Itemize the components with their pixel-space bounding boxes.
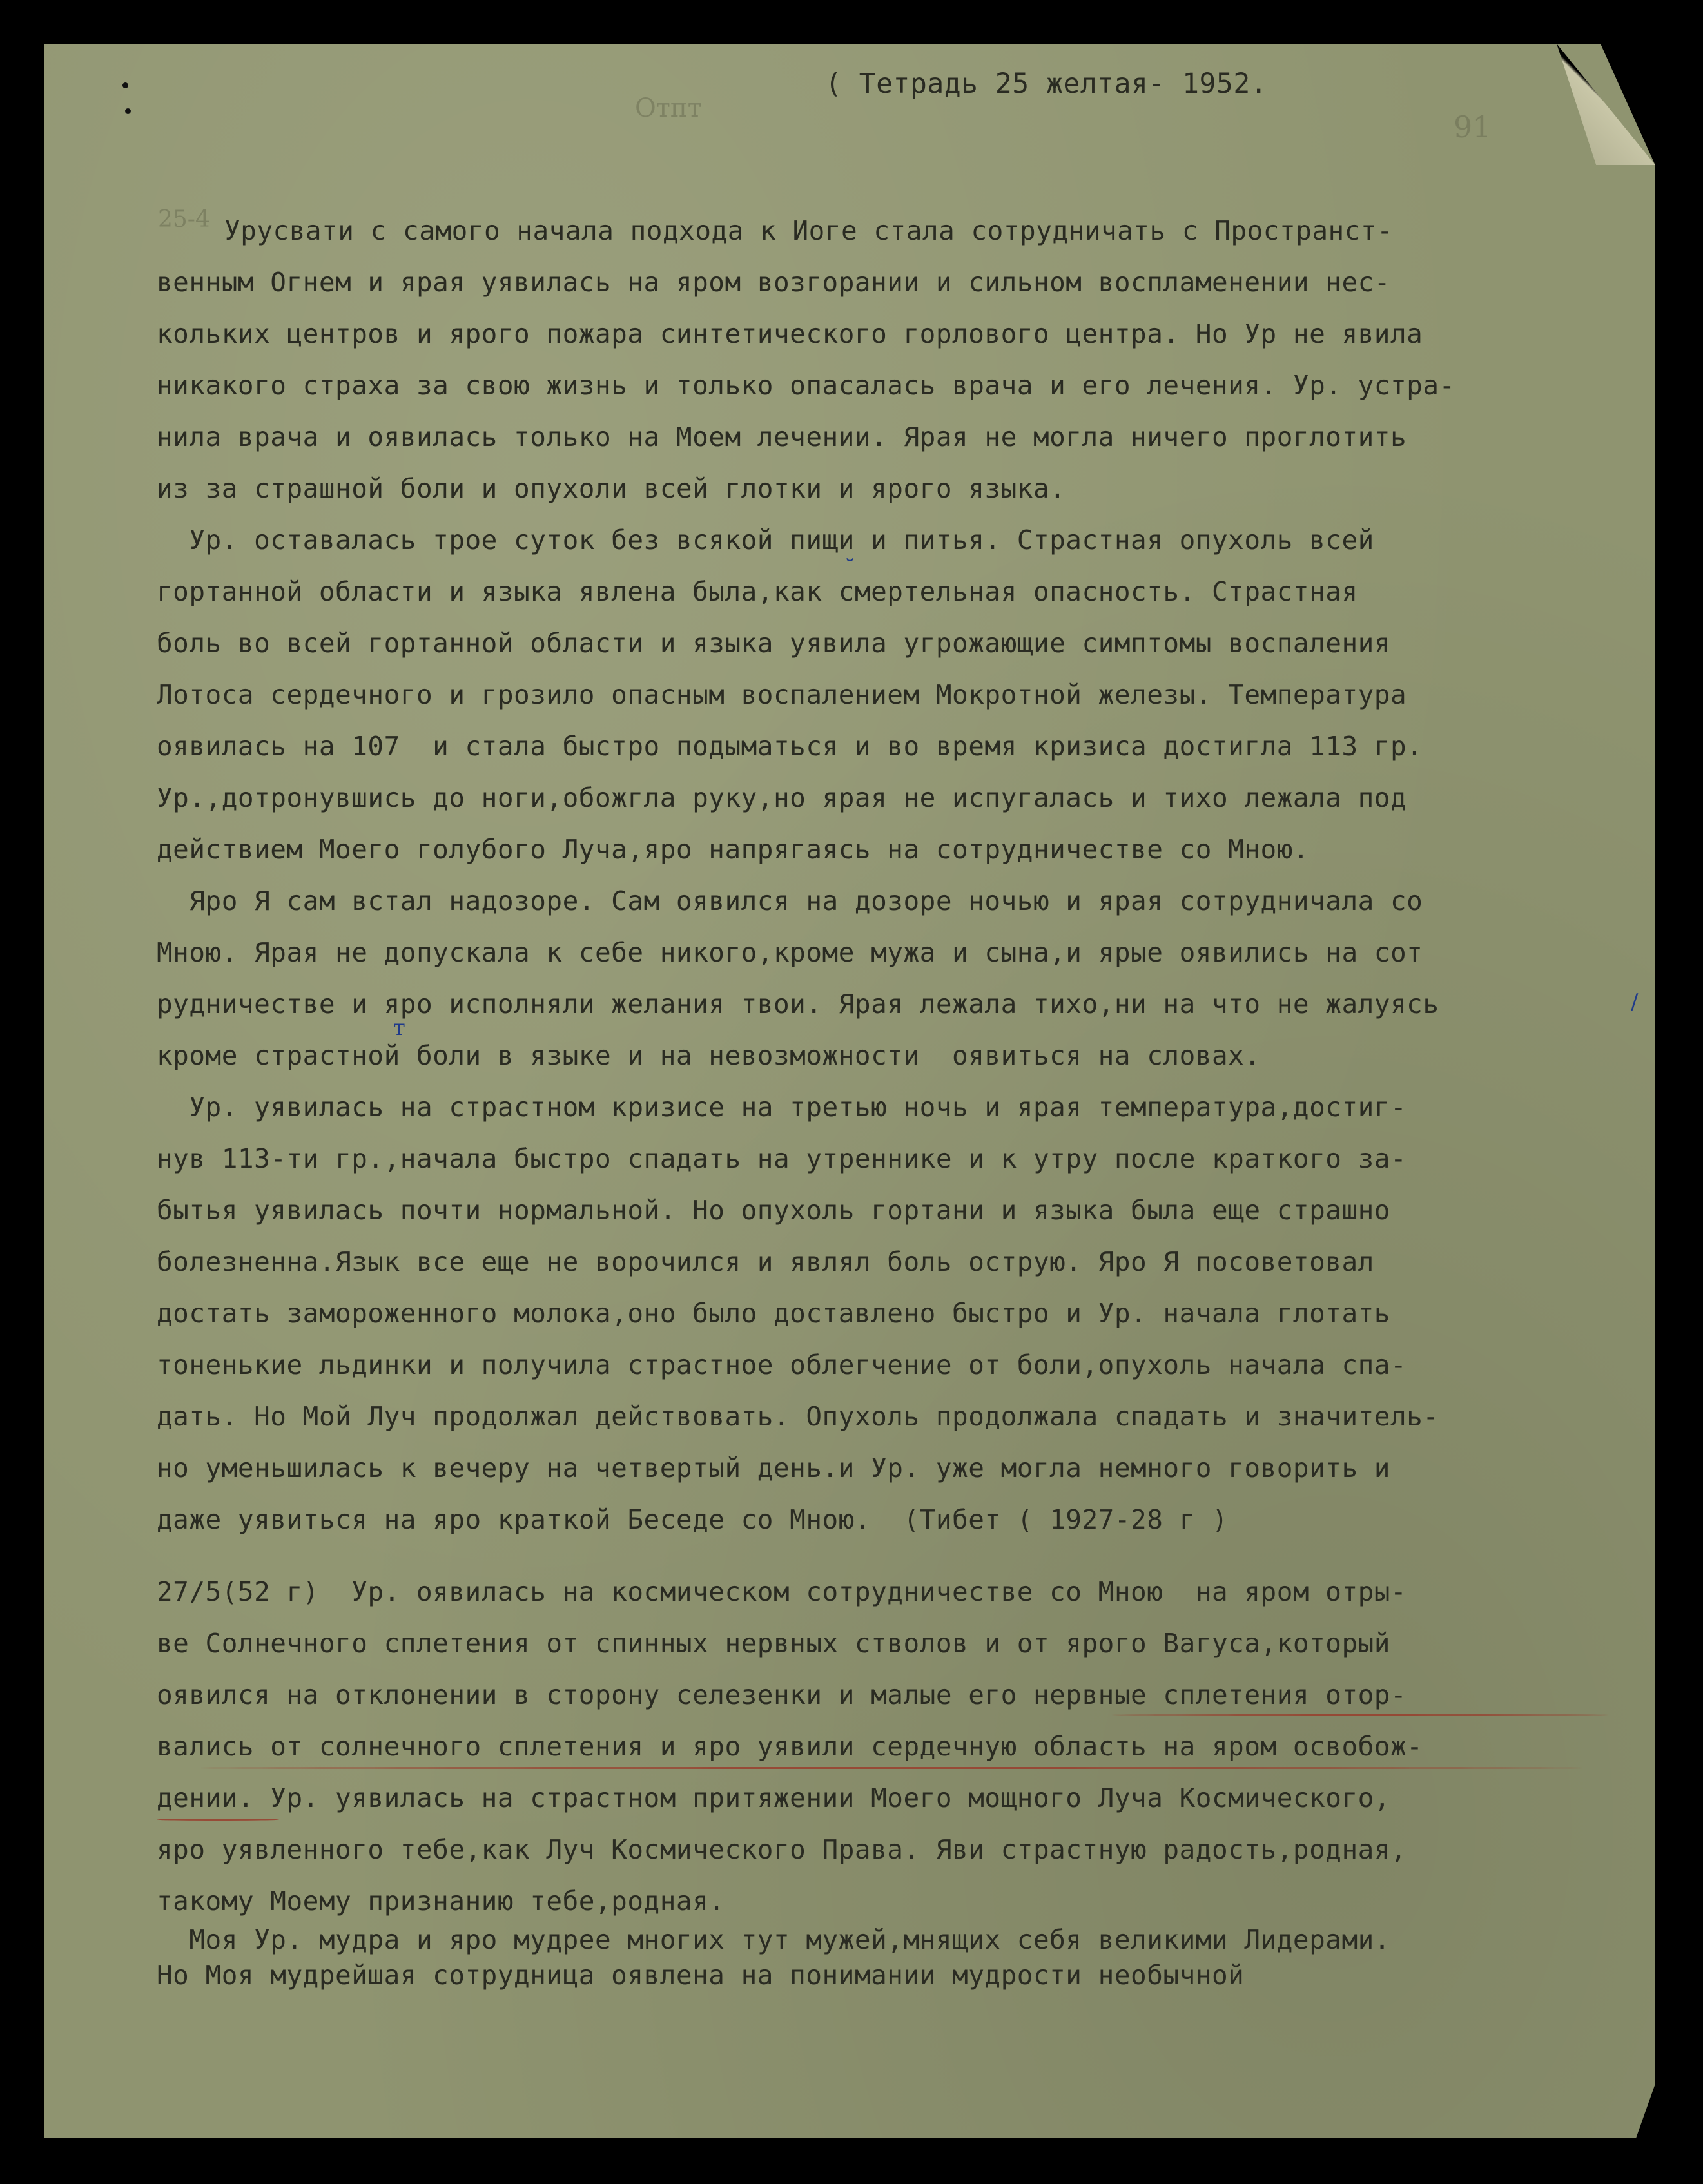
text-line: оявилась на 107 и стала быстро подыматься и во время кризиса достигла 113 гр.: [157, 731, 1423, 762]
text-line: Урусвати с самого начала подхода к Иоге стала сотрудничать с Пространст-: [224, 215, 1394, 246]
text-line: яро уявленного тебе,как Луч Космического Права. Яви страстную радость,родная,: [157, 1834, 1407, 1865]
text-line: никакого страха за свою жизнь и только опасалась врача и его лечения. Ур. устра-: [157, 370, 1455, 401]
text-line: такому Моему признанию тебе,родная.: [157, 1886, 725, 1917]
text-line: Ур.,дотронувшись до ноги,обожгла руку,но ярая не испугалась и тихо лежала под: [157, 782, 1407, 813]
text-line: Мною. Ярая не допускала к себе никого,кроме мужа и сына,и ярые оявились на сот: [157, 937, 1423, 968]
ink-correction-mark: ˘: [844, 556, 855, 581]
red-underline: [1096, 1714, 1624, 1716]
pencil-note-top: Отпт: [635, 93, 702, 123]
text-line: болезненна.Язык все еще не ворочился и являл боль острую. Яро Я посоветовал: [157, 1246, 1374, 1277]
text-line: гортанной области и языка явлена была,как смертельная опасность. Страстная: [157, 576, 1358, 607]
text-line: нув 113-ти гр.,начала быстро спадать на утреннике и к утру после краткого за-: [157, 1143, 1407, 1174]
page-number-mark: 91: [1454, 110, 1492, 144]
text-line: 27/5(52 г) Ур. оявилась на космическом сотрудничестве со Мною на яром отры-: [157, 1576, 1407, 1607]
text-line: Ур. уявилась на страстном кризисе на третью ночь и ярая температура,достиг-: [157, 1092, 1407, 1123]
text-line: достать замороженного молока,оно было доставлено быстро и Ур. начала глотать: [157, 1298, 1390, 1329]
binding-hole-mark: [122, 82, 128, 88]
text-line: Ур. оставалась трое суток без всякой пищи и питья. Страстная опухоль всей: [157, 525, 1374, 556]
binding-hole-mark: [125, 108, 131, 114]
text-line: действием Моего голубого Луча,яро напрягаясь на сотрудничестве со Мною.: [157, 834, 1310, 865]
text-line: вались от солнечного сплетения и яро уявили сердечную область на яром освобож-: [157, 1731, 1423, 1762]
text-line: рудничестве и яро исполняли желания твои. Ярая лежала тихо,ни на что не жалуясь: [157, 989, 1439, 1020]
text-line: боль во всей гортанной области и языка уявила угрожающие симптомы воспаления: [157, 628, 1390, 659]
text-line: тоненькие льдинки и получила страстное облегчение от боли,опухоль начала спа-: [157, 1349, 1407, 1380]
text-line: кольких центров и ярого пожара синтетического горлового центра. Но Ур не явила: [157, 318, 1423, 349]
text-line: даже уявиться на яро краткой Беседе со Мною. (Тибет ( 1927-28 г ): [157, 1504, 1229, 1535]
text-line: из за страшной боли и опухоли всей глотки и ярого языка.: [157, 473, 1066, 504]
text-line: нила врача и оявилась только на Моем лечении. Ярая не могла ничего проглотить: [157, 421, 1407, 452]
notebook-header: ( Тетрадь 25 желтая- 1952.: [825, 68, 1268, 100]
text-line: Но Моя мудрейшая сотрудница оявлена на понимании мудрости необычной: [157, 1960, 1245, 1991]
text-line: Моя Ур. мудра и яро мудрее многих тут мужей,мнящих себя великими Лидерами.: [157, 1924, 1390, 1955]
text-line: Яро Я сам встал надозоре. Сам оявился на дозоре ночью и ярая сотрудничала со: [157, 885, 1423, 916]
text-line: Лотоса сердечного и грозило опасным воспалением Мокротной железы. Температура: [157, 679, 1407, 710]
text-line: кроме страстной боли в языке и на невозможности оявиться на словах.: [157, 1040, 1261, 1071]
text-line: ве Солнечного сплетения от спинных нервных стволов и от ярого Вагуса,который: [157, 1628, 1390, 1659]
text-line: дать. Но Мой Луч продолжал действовать. Опухоль продолжала спадать и значитель-: [157, 1401, 1439, 1432]
ink-insert-mark: т: [393, 1015, 405, 1041]
red-underline: [157, 1767, 1626, 1769]
ink-margin-tick: /: [1631, 989, 1639, 1015]
text-line: бытья уявилась почти нормальной. Но опухоль гортани и языка была еще страшно: [157, 1195, 1390, 1226]
margin-date-mark: 25-4: [158, 206, 210, 233]
text-line: дении. Ур. уявилась на страстном притяжении Моего мощного Луча Космического,: [157, 1783, 1390, 1813]
text-line: но уменьшилась к вечеру на четвертый день.и Ур. уже могла немного говорить и: [157, 1453, 1390, 1483]
red-underline: [157, 1819, 279, 1821]
text-line: оявился на отклонении в сторону селезенки и малые его нервные сплетения отор-: [157, 1679, 1407, 1710]
text-line: венным Огнем и ярая уявилась на яром возгорании и сильном воспламенении нес-: [157, 267, 1390, 298]
